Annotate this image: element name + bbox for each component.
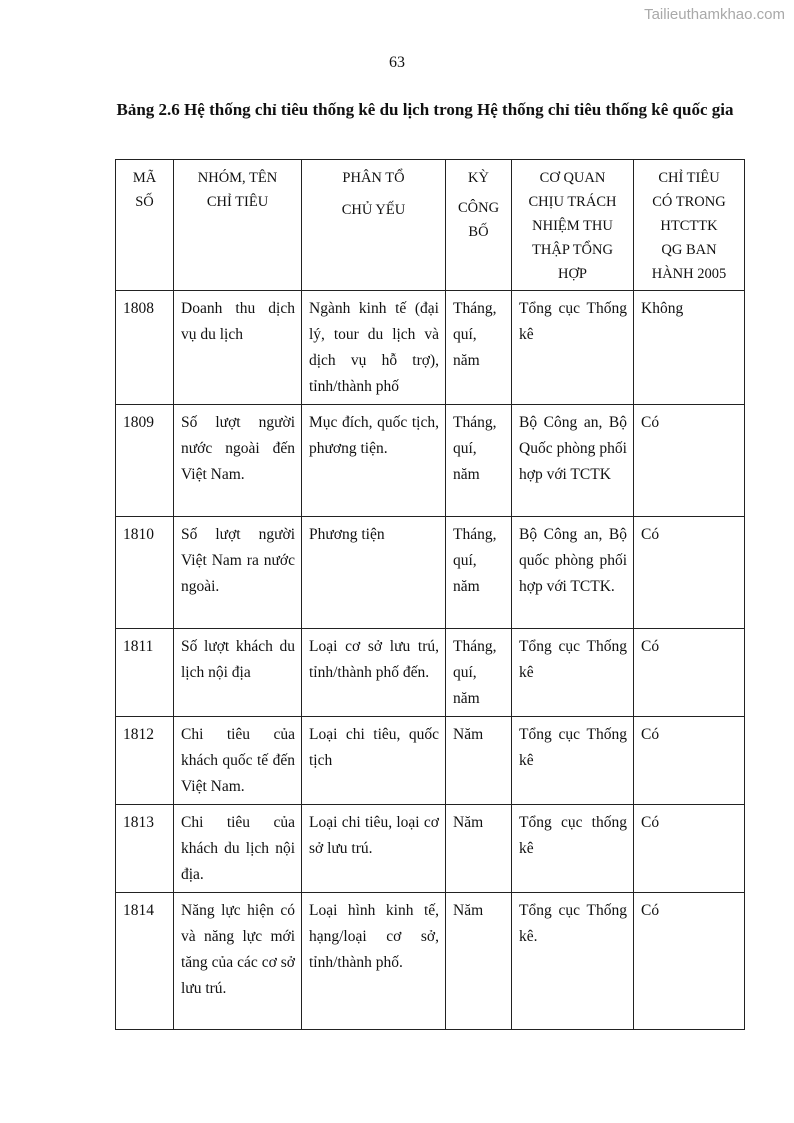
cell-agency: Tổng cục Thống kê: [512, 629, 634, 717]
cell-in-2005: Có: [634, 517, 745, 629]
cell-breakdown: Mục đích, quốc tịch, phương tiện.: [302, 405, 446, 517]
cell-in-2005: Có: [634, 629, 745, 717]
header-period: KỲ CÔNG BỐ: [446, 160, 512, 291]
cell-name: Năng lực hiện có và năng lực mới tăng của các cơ sở lưu trú.: [174, 893, 302, 1030]
cell-code: 1812: [116, 717, 174, 805]
cell-name: Doanh thu dịch vụ du lịch: [174, 291, 302, 405]
cell-period: Năm: [446, 893, 512, 1030]
cell-name: Số lượt người Việt Nam ra nước ngoài.: [174, 517, 302, 629]
cell-agency: Tổng cục thống kê: [512, 805, 634, 893]
cell-breakdown: Loại chi tiêu, quốc tịch: [302, 717, 446, 805]
table-caption: Bảng 2.6 Hệ thống chỉ tiêu thống kê du lịch trong Hệ thống chỉ tiêu thống kê quốc gia: [116, 100, 734, 119]
cell-period: Tháng, quí, năm: [446, 517, 512, 629]
cell-agency: Bộ Công an, Bộ Quốc phòng phối hợp với TCTK: [512, 405, 634, 517]
table-row: [116, 517, 745, 629]
cell-in-2005: Có: [634, 717, 745, 805]
cell-breakdown: Loại chi tiêu, loại cơ sở lưu trú.: [302, 805, 446, 893]
cell-breakdown: Loại cơ sở lưu trú, tỉnh/thành phố đến.: [302, 629, 446, 717]
cell-code: 1811: [116, 629, 174, 717]
cell-code: 1813: [116, 805, 174, 893]
cell-period: Tháng, quí, năm: [446, 629, 512, 717]
cell-agency: Tổng cục Thống kê: [512, 717, 634, 805]
cell-in-2005: Có: [634, 405, 745, 517]
table-row: [116, 893, 745, 1030]
cell-in-2005: Có: [634, 893, 745, 1030]
cell-code: 1808: [116, 291, 174, 405]
cell-breakdown: Ngành kinh tế (đại lý, tour du lịch và dịch vụ hỗ trợ), tỉnh/thành phố: [302, 291, 446, 405]
cell-name: Chi tiêu của khách quốc tế đến Việt Nam.: [174, 717, 302, 805]
header-indicator-name: NHÓM, TÊN CHỈ TIÊU: [174, 160, 302, 291]
table-row: [116, 405, 745, 517]
table-row: [116, 291, 745, 405]
cell-period: Năm: [446, 805, 512, 893]
cell-period: Năm: [446, 717, 512, 805]
cell-name: Số lượt khách du lịch nội địa: [174, 629, 302, 717]
cell-agency: Tổng cục Thống kê: [512, 291, 634, 405]
page-number: 63: [389, 54, 405, 71]
tourism-statistics-table: [115, 159, 745, 1030]
cell-breakdown: Phương tiện: [302, 517, 446, 629]
watermark: Tailieuthamkhao.com: [644, 6, 785, 23]
table-row: [116, 805, 745, 893]
header-agency: CƠ QUAN CHỊU TRÁCH NHIỆM THU THẬP TỔNG HỢP: [512, 160, 634, 291]
cell-code: 1809: [116, 405, 174, 517]
cell-period: Tháng, quí, năm: [446, 291, 512, 405]
header-code: MÃ SỐ: [116, 160, 174, 291]
cell-code: 1810: [116, 517, 174, 629]
header-row: [116, 160, 745, 291]
cell-name: Số lượt người nước ngoài đến Việt Nam.: [174, 405, 302, 517]
cell-in-2005: Có: [634, 805, 745, 893]
table-row: [116, 629, 745, 717]
header-in-2005-system: CHỈ TIÊU CÓ TRONG HTCTTK QG BAN HÀNH 2005: [634, 160, 745, 291]
cell-period: Tháng, quí, năm: [446, 405, 512, 517]
cell-in-2005: Không: [634, 291, 745, 405]
cell-breakdown: Loại hình kinh tế, hạng/loại cơ sở, tỉnh/thành phố.: [302, 893, 446, 1030]
cell-code: 1814: [116, 893, 174, 1030]
cell-agency: Tổng cục Thống kê.: [512, 893, 634, 1030]
header-breakdown: PHÂN TỔ CHỦ YẾU: [302, 160, 446, 291]
table-row: [116, 717, 745, 805]
cell-agency: Bộ Công an, Bộ quốc phòng phối hợp với TCTK.: [512, 517, 634, 629]
cell-name: Chi tiêu của khách du lịch nội địa.: [174, 805, 302, 893]
